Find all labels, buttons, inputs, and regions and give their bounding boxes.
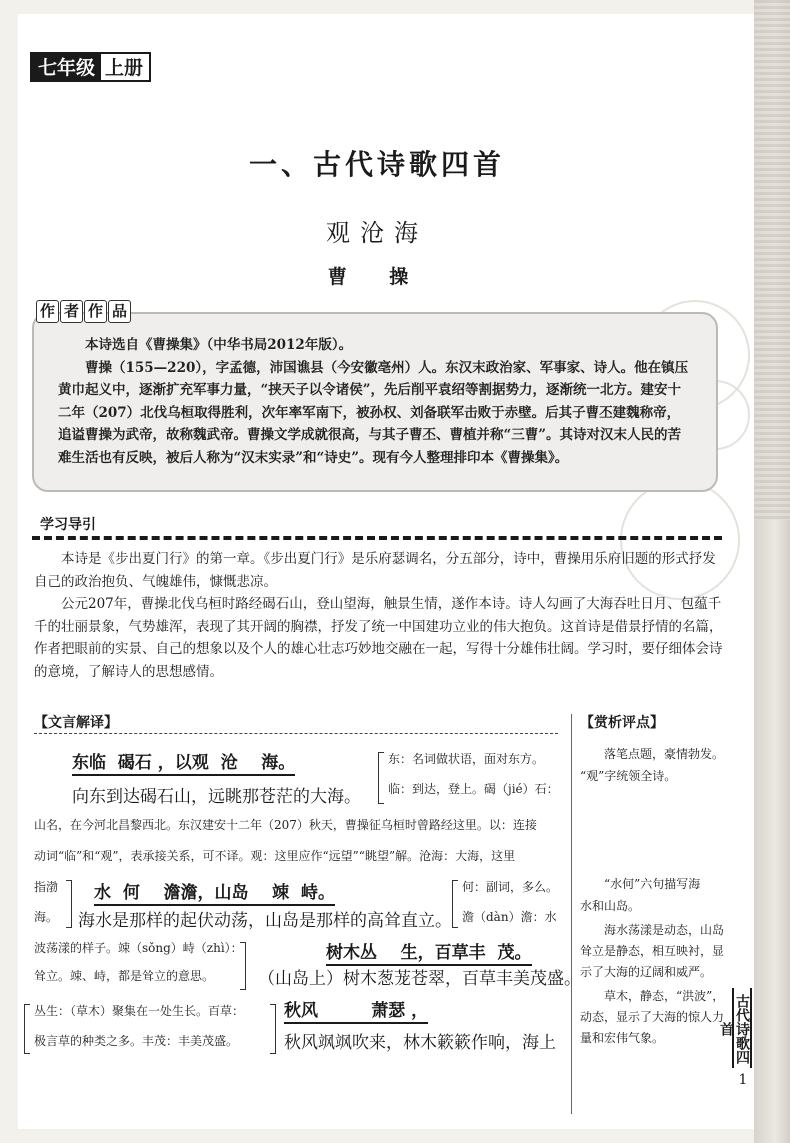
note-bracket [66, 880, 72, 928]
annotation: 丛生：（草木）聚集在一处生长。百草： [34, 1004, 245, 1018]
column-divider [571, 714, 572, 1114]
label-char: 作 [36, 300, 59, 323]
note-bracket [24, 1004, 30, 1054]
poem-line-original: 树木丛 生，百草丰 茂。 [326, 938, 532, 966]
chapter-title: 一、古代诗歌四首 [248, 148, 505, 181]
note-bracket [378, 752, 384, 804]
right-margin-strip [754, 0, 790, 1143]
shangxi-heading: 【赏析评点】 [580, 715, 664, 731]
poem-title: 观沧海 [326, 219, 428, 247]
annotation: 澹（dàn）澹：水 [462, 910, 557, 924]
author-info-box [32, 312, 718, 492]
guide-paragraph: 公元207年，曹操北伐乌桓时路经碣石山，登山望海，触景生情，遂作本诗。诗人勾画了大海吞吐日月、包蕴千千的壮丽景象，气势雄浑，表现了其开阔的胸襟，抒发了统一中国建功立业的伟大抱负。这首诗是借景抒情的名篇，作者把眼前的实景、自己的想象以及个人的雄心壮志巧妙地交融在一起，写得十分雄伟壮阔。学习时，要仔细体会诗的意境，了解诗人的思想感情。 [34, 596, 723, 680]
commentary: 草木，静态，“洪波”，动态，显示了大海的惊人力量和宏伟气象。 [580, 989, 725, 1045]
commentary: “观”字统领全诗。 [580, 769, 677, 783]
poem-author: 曹 操 [327, 266, 427, 288]
annotation: 山名，在今河北昌黎西北。东汉建安十二年（207）秋天，曹操征乌桓时曾路经这里。以：连接 [34, 818, 537, 832]
annotation: 指渤 [34, 880, 59, 894]
commentary: 水和山岛。 [580, 899, 641, 913]
annotation: 临：到达，登上。碣（jié）石： [388, 782, 559, 796]
annotation: 何：副词，多么。 [462, 880, 559, 894]
note-bracket [240, 942, 246, 990]
grade-label: 七年级 [32, 54, 101, 80]
page-number: 1 [738, 1072, 748, 1088]
author-paragraph: 本诗选自《曹操集》（中华书局2012年版）。 [85, 337, 353, 353]
annotation: 海。 [34, 910, 59, 924]
author-paragraph: 曹操（155—220），字孟德，沛国谯县（今安徽亳州）人。东汉末政治家、军事家、诗人。他在镇压黄巾起义中，逐渐扩充军事力量，“挟天子以令诸侯”，先后削平袁绍等割据势力，逐渐统一北方。建安十二年（207）北伐乌桓取得胜利，次年率军南下，被孙权、刘备联军击败于赤壁。后其子曹丕建魏称帝，追谥曹操为武帝，故称魏武帝。曹操文学成就很高，与其子曹丕、曹植并称“三曹”。其诗对汉末人民的苦难生活也有反映，被后人称为“汉末实录”和“诗史”。现有今人整理排印本《曹操集》。 [58, 359, 689, 466]
poem-line-original: 秋风 萧瑟 ， [284, 996, 428, 1024]
label-char: 作 [84, 300, 107, 323]
annotation: 动词“临”和“观”，表承接关系，可不译。观：这里应作“远望”“眺望”解。沧海：大海，这里 [34, 849, 516, 863]
side-chapter-tab: 古代诗歌四首 [732, 988, 752, 1068]
label-char: 品 [108, 300, 131, 323]
author-box-label [36, 300, 131, 323]
study-guide-text [34, 548, 724, 683]
annotation: 东：名词做状语，面对东方。 [388, 752, 545, 766]
annotation: 极言草的种类之多。丰茂：丰美茂盛。 [34, 1034, 239, 1048]
study-guide-heading: 学习导引 [40, 517, 96, 533]
poem-line-translation: 向东到达碣石山，远眺那苍茫的大海。 [72, 787, 361, 807]
commentary: 落笔点题，豪情勃发。 [604, 747, 725, 761]
poem-line-translation: 秋风飒飒吹来，林木簌簌作响，海上 [284, 1033, 556, 1053]
annotation: 耸立。竦、峙，都是耸立的意思。 [34, 969, 215, 983]
annotation: 波荡漾的样子。竦（sǒng）峙（zhì）： [34, 941, 243, 955]
note-bracket [452, 880, 458, 928]
guide-paragraph: 本诗是《步出夏门行》的第一章。《步出夏门行》是乐府瑟调名，分五部分，诗中，曹操用乐府旧题的形式抒发自己的政治抱负、气魄雄伟，慷慨悲凉。 [34, 551, 716, 590]
grade-tag [30, 52, 151, 82]
poem-line-original: 东临 碣石 ，以观 沧 海。 [72, 748, 295, 776]
poem-line-original: 水 何 澹澹，山岛 竦 峙。 [94, 878, 335, 906]
commentary: 海水荡漾是动态，山岛耸立是静态，相互映衬，显示了大海的辽阔和威严。 [580, 923, 725, 979]
poem-line-translation: （山岛上）树木葱茏苍翠，百草丰美茂盛。 [258, 969, 581, 989]
note-bracket [270, 1004, 276, 1054]
section-divider [32, 536, 722, 540]
volume-label: 上册 [101, 54, 149, 80]
wenyan-heading: 【文言解译】 [34, 715, 118, 731]
wenyan-divider [34, 733, 558, 734]
label-char: 者 [60, 300, 83, 323]
commentary: “水何”六句描写海 [604, 877, 701, 891]
poem-line-translation: 海水是那样的起伏动荡，山岛是那样的高耸直立。 [78, 911, 452, 931]
